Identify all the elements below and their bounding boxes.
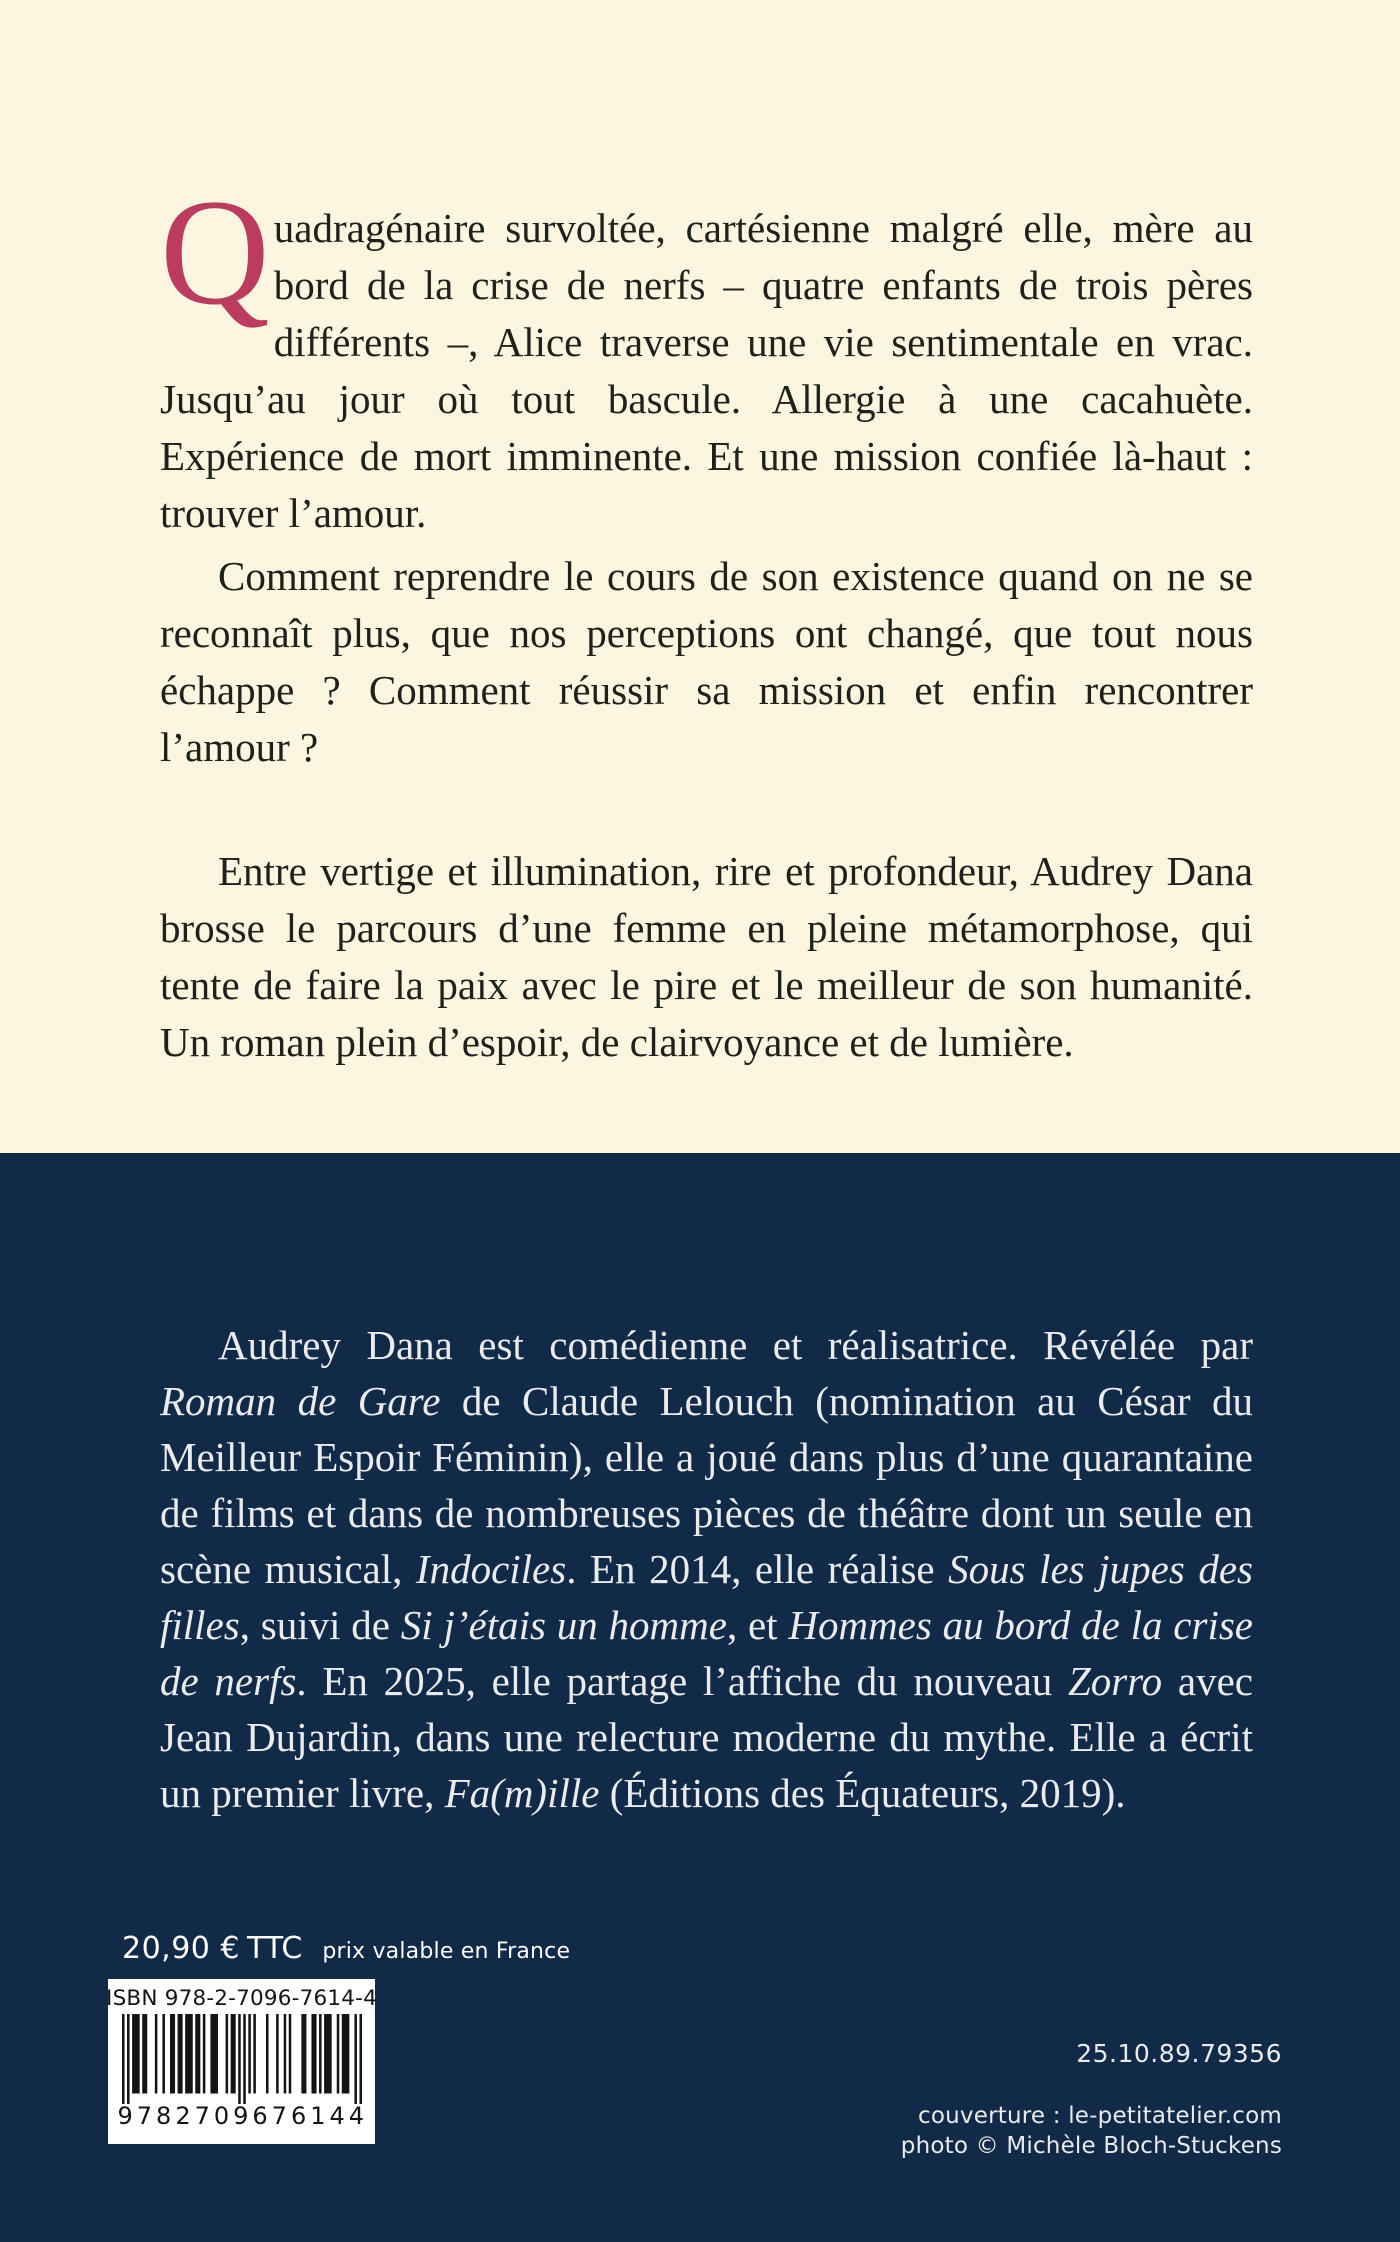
synopsis-paragraph-3: Entre vertige et illumination, rire et profondeur, Audrey Dana brosse le parcours d’une femme en pleine métamorphose, qui tente de faire la paix avec le pire et le meilleur de son humanité. Un roman plein d’espoir, de clairvoyance et de lumière. <box>160 848 1253 1065</box>
bio-title-zorro: Zorro <box>1067 1658 1163 1704</box>
bio-text: avec Jean Dujardin, dans une relecture moderne du mythe. Elle a écrit un premier livre, <box>160 1658 1253 1816</box>
reference-number: 25.10.89.79356 <box>1076 2039 1282 2068</box>
synopsis-paragraph-2: Comment reprendre le cours de son existence quand on ne se reconnaît plus, que nos perceptions ont changé, que tout nous échappe ? Comment réussir sa mission et enfin rencontrer l’amour ? <box>160 553 1253 770</box>
barcode-digit-group-1: 782709 <box>136 2102 253 2130</box>
price-value: 20,90 € <box>122 1931 241 1966</box>
bio-title-roman-de-gare: Roman de Gare <box>160 1378 441 1424</box>
bio-title-si-jetais-un-homme: Si j’étais un homme <box>400 1602 727 1648</box>
bio-text: . En 2025, elle partage l’affiche du nouveau <box>296 1658 1068 1704</box>
isbn-number: ISBN 978-2-7096-7614-4 <box>106 1986 377 2011</box>
cover-design-credit: couverture : le-petitatelier.com <box>918 2103 1282 2129</box>
bio-title-sous-les-jupes-des-filles: Sous les jupes des filles <box>160 1546 1253 1648</box>
price-validity-note: prix valable en France <box>322 1939 571 1964</box>
photo-credit: photo © Michèle Bloch-Stuckens <box>900 2133 1282 2159</box>
credits-block <box>901 2101 1282 2161</box>
synopsis-paragraph-1 <box>160 168 1253 542</box>
synopsis-paragraph-1-text: uadragénaire survoltée, cartésienne malgré elle, mère au bord de la crise de nerfs – quatre enfants de trois pères différents –, Alice traverse une vie sentimentale en vrac. Jusqu’au jour où tout bascule. Allergie à une cacahuète. Expérience de mort imminente. Et une mission confiée là-haut : trouver l’amour. <box>160 205 1253 536</box>
drop-cap-letter: Q <box>160 168 270 336</box>
bio-text: (Éditions des Équateurs, 2019). <box>599 1770 1126 1816</box>
bio-title-indociles: Indociles <box>415 1546 567 1592</box>
bio-title-famille: Fa(m)ille <box>444 1770 600 1816</box>
publisher-reference-block <box>901 2039 1282 2161</box>
bio-title-hommes-au-bord: Hommes au bord de la crise de nerfs <box>160 1602 1254 1704</box>
barcode-digit-group-2: 676144 <box>252 2102 369 2130</box>
author-footer-section <box>0 1153 1400 2242</box>
price-row <box>122 1931 570 1966</box>
bio-text: de Claude Lelouch (nomination au César du Meilleur Espoir Féminin), elle a joué dans plus d’une quarantaine de films et dans de nombreuses pièces de théâtre dont un seule en scène musical, <box>160 1378 1253 1592</box>
isbn-barcode-block <box>108 1979 375 2144</box>
bio-text: , et <box>726 1602 789 1648</box>
bio-text: Audrey Dana est comédienne et réalisatrice. Révélée par <box>218 1322 1253 1368</box>
price-ttc-label: TTC <box>247 1931 303 1966</box>
barcode-check-digit: 9 <box>117 2102 137 2130</box>
bio-text: . En 2014, elle réalise <box>566 1546 949 1592</box>
barcode-digits <box>117 2102 369 2130</box>
bio-text: , suivi de <box>239 1602 401 1648</box>
ean13-barcode-image <box>122 2014 362 2104</box>
author-bio-paragraph <box>0 1153 1400 1821</box>
